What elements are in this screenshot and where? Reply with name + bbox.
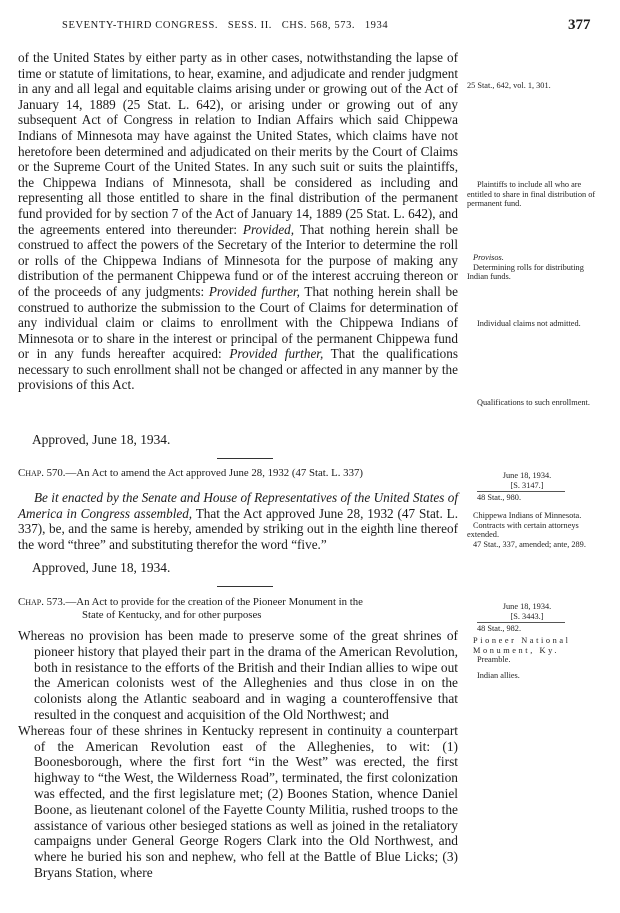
margin-note-9: 47 Stat., 337, amended; ante, 289. xyxy=(473,539,586,549)
margin-bill-570: [S. 3147.] xyxy=(510,480,544,490)
margin-note-individual-claims xyxy=(467,319,607,329)
amendment-text: That the Act approved June 28, 1932 (47 Stat. L. 337), be, and the same is hereby, amended by striking out in the eighth line thereof the word “three” and substituting therefor the word “five.” xyxy=(18,505,458,552)
running-head-title: SEVENTY-THIRD CONGRESS. SESS. II. CHS. 568, 573. 1934 xyxy=(62,20,389,31)
margin-note-provisos xyxy=(467,253,607,282)
proviso-3-label: Provided further, xyxy=(229,346,324,362)
margin-note-pioneer xyxy=(467,636,607,665)
section-divider-1 xyxy=(217,458,273,459)
margin-note-2: Plaintiffs to include all who are entitled to share in final distribution of permanent fund. xyxy=(467,180,596,209)
chapter-570-paragraph xyxy=(18,490,458,552)
margin-date-570: June 18, 1934. xyxy=(502,471,552,480)
chapter-568-text xyxy=(18,50,458,393)
claims-clause: of the United States by either party as in other cases, notwithstanding the lapse of time or statute of limitations, to hear, examine, and adjudicate and render judgment in any and all legal and equitable claims arising under or growing out of the Act of January 14, 1889 (25 Stat. L. 642), or arising under or growing out of any subsequent Act of Congress in relation to Indian Affairs which said Chippewa Indians of Minnesota may have against the United States, which claims have not heretofore been determined and adjudicated on their merits by the Court of Claims or the Supreme Court of the United States. In any such suit or suits the plaintiffs, the Chippewa Indians of Minnesota, shall be considered as including and representing all those entitled to share in the final distribution of the permanent fund provided for by section 7 of the Act of January 14, 1889 (25 Stat. L. 642), and the agreements entered into thereunder: xyxy=(18,50,458,237)
approved-date-568: Approved, June 18, 1934. xyxy=(32,432,171,447)
margin-note-5: Qualifications to such enrollment. xyxy=(477,398,590,407)
margin-note-provisos-title: Provisos. xyxy=(473,253,504,262)
proviso-2-label: Provided further, xyxy=(208,283,300,299)
chapter-570-text xyxy=(18,490,458,552)
whereas-clause-2: Whereas four of these shrines in Kentucky represent in continuity a counterpart of the American Revolution east of the Alleghenies, to wit: (1) Boonesborough, where the first fort “in the West” was erected, the first highway to “the West, the Wilderness Road”, terminated, the first colonization was effected, and the first legislature met; (2) Boones Station, whence Daniel Boone, as lieutenant colonel of the Fayette County Militia, rushed troops to the assistance of various other besieged stations as well as joined in the retaliatory campaigns under General George Rogers Clark into the Old Northwest, and where he buried his son and nephew, who fell at the Battle of Blue Licks; (3) Bryans Station, where xyxy=(18,722,458,880)
margin-note-3: Determining rolls for distributing Indian funds. xyxy=(467,262,584,282)
margin-note-qualifications xyxy=(467,398,607,408)
margin-note-chippewa xyxy=(467,511,607,549)
chapter-573-title-line2: State of Kentucky, and for other purposes xyxy=(82,609,262,621)
margin-note-12: Indian allies. xyxy=(477,671,520,680)
running-head xyxy=(0,17,620,40)
margin-stat-570: 48 Stat., 980. xyxy=(477,493,522,503)
chapter-573-title-line1: —An Act to provide for the creation of the Pioneer Monument in the xyxy=(65,596,363,608)
chapter-568-paragraph xyxy=(18,50,458,393)
enacting-clause: Be it enacted by the Senate and House of Representatives of the United States of America in Congress assembled, xyxy=(18,490,458,521)
margin-bill-573: [S. 3443.] xyxy=(510,611,544,621)
margin-note-indian-allies xyxy=(467,671,607,681)
page-number: 377 xyxy=(568,17,591,33)
margin-note-preamble: Preamble. xyxy=(477,655,511,665)
margin-note-plaintiffs xyxy=(467,180,607,209)
margin-chapter-573-ref xyxy=(467,602,587,634)
margin-rule-570 xyxy=(477,491,565,492)
margin-note-stat-citation xyxy=(467,81,607,91)
margin-note-7: Chippewa Indians of Minnesota. xyxy=(473,511,582,520)
margin-note-8: Contracts with certain attorneys extended. xyxy=(467,520,579,540)
margin-stat-573: 48 Stat., 982. xyxy=(477,624,522,634)
chapter-573-preamble xyxy=(18,628,458,881)
margin-rule-573 xyxy=(477,622,565,623)
chapter-570-heading xyxy=(18,467,460,480)
chapter-570-title: —An Act to amend the Act approved June 28, 1932 (47 Stat. L. 337) xyxy=(65,467,363,479)
chapter-570-label: Chap. 570. xyxy=(18,467,66,479)
approved-date-570: Approved, June 18, 1934. xyxy=(32,560,171,575)
proviso-1-label: Provided, xyxy=(242,221,295,237)
proviso-1-text: That nothing herein shall be construed to affect the powers of the Secretary of the Interior to determine the roll or rolls of the Chippewa Indians of Minnesota for the purpose of making any distribution of the permanent Chippewa fund or of the interest accruing thereon or of the proceeds of any judgments: xyxy=(18,221,458,299)
margin-date-573: June 18, 1934. xyxy=(502,602,552,611)
chapter-573-label: Chap. 573. xyxy=(18,596,66,608)
proviso-2-text: That nothing herein shall be construed to authorize the submission to the Court of Claims for determination of any individual claim or claims to enrollment with the Chippewa Indians of Minnesota or to share in the interest or principal of the permanent Chippewa fund or in any funds hereafter acquired: xyxy=(18,283,458,362)
margin-note-1: 25 Stat., 642, vol. 1, 301. xyxy=(467,81,551,90)
chapter-573-heading xyxy=(18,596,460,622)
margin-chapter-570-ref xyxy=(467,471,587,503)
margin-note-4: Individual claims not admitted. xyxy=(477,319,581,328)
proviso-3-text: That the qualifications necessary to such enrollment shall not be changed or affected in any manner by the provisions of this Act. xyxy=(18,346,458,393)
margin-note-11: Pioneer National Monument, Ky. xyxy=(473,636,571,655)
whereas-clause-1: Whereas no provision has been made to preserve some of the great shrines of pioneer history that played their part in the drama of the American Revolution, both in resistance to the efforts of the British and their Indian allies to wipe out the American colonists west of the Alleghenies and thus close in on the colonists along the Atlantic seaboard and in waging a counteroffensive that resulted in the conquest and acquisition of the Old Northwest; and xyxy=(18,628,458,722)
section-divider-2 xyxy=(217,586,273,587)
